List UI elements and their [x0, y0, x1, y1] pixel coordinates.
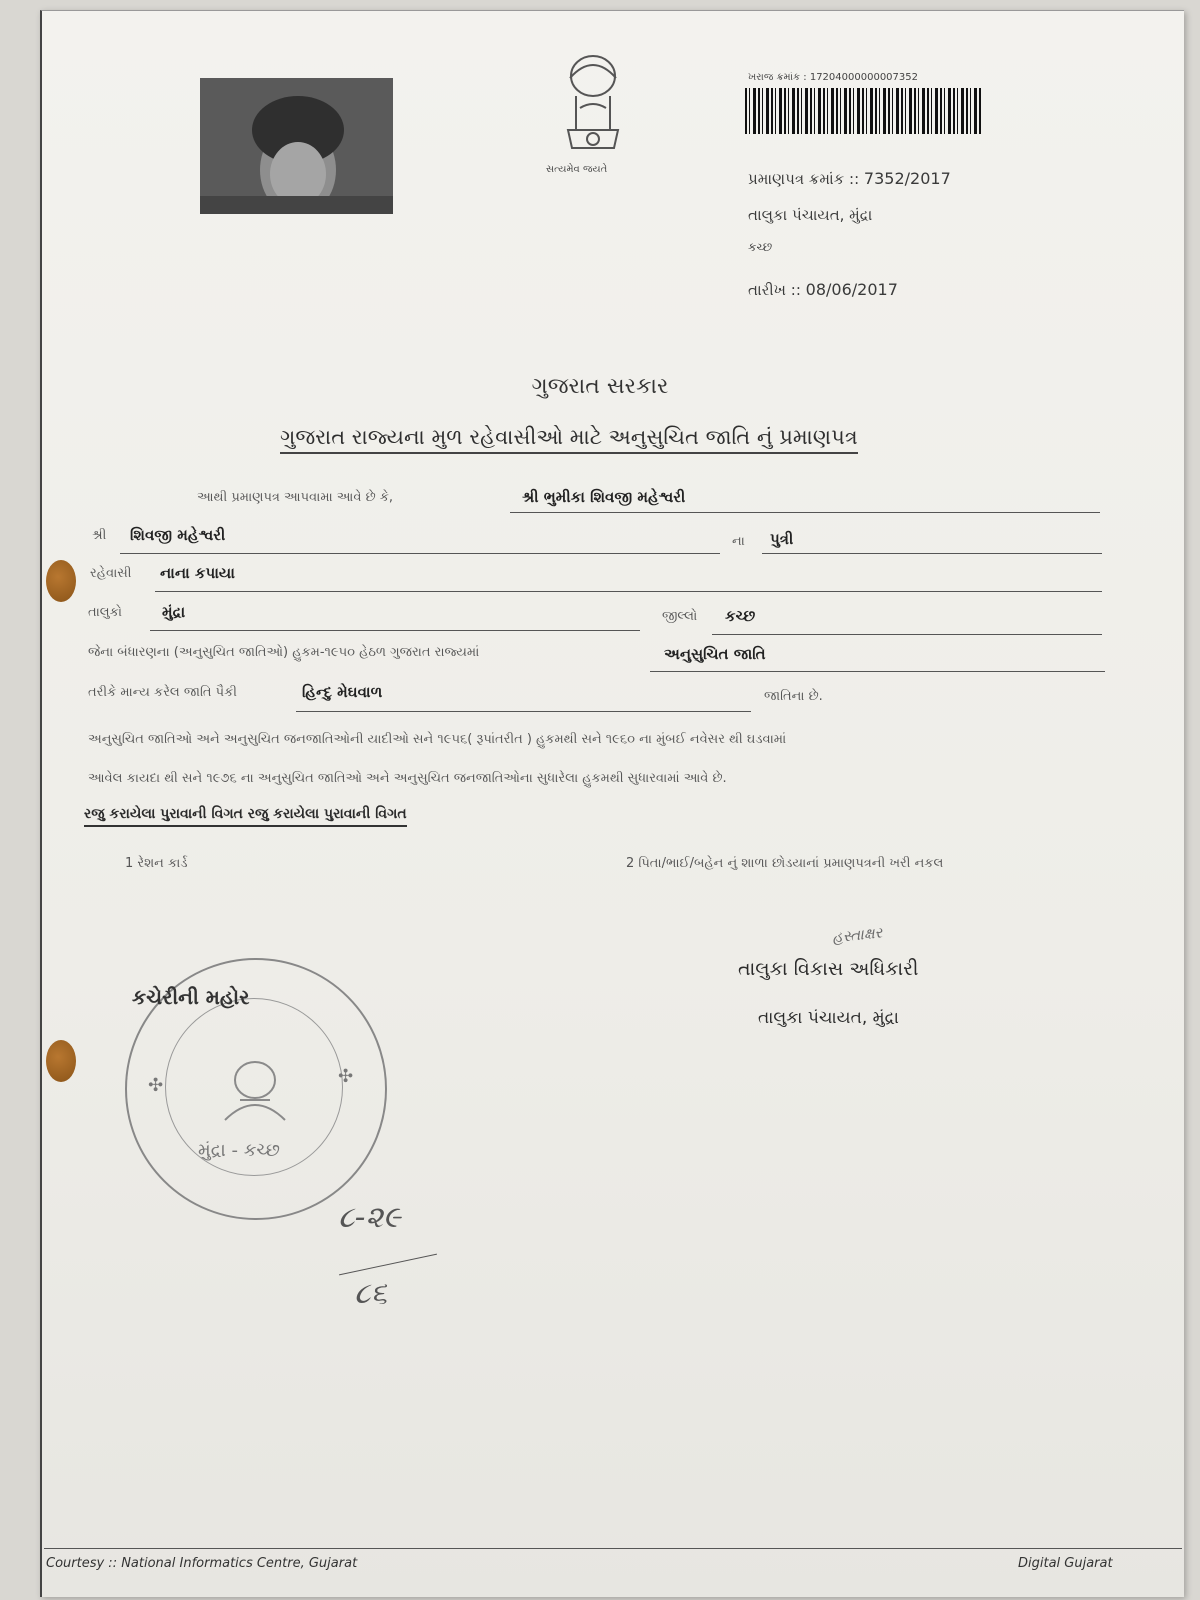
- seal-star-left-icon: ✣: [148, 1075, 164, 1096]
- relation: પુત્રી: [770, 530, 794, 548]
- category-line: [650, 671, 1105, 672]
- issue-date: 08/06/2017: [805, 280, 898, 299]
- punch-hole-bottom: [46, 1040, 76, 1082]
- caste-line: [296, 711, 751, 712]
- intro-label: આથી પ્રમાણપત્ર આપવામા આવે છે કે,: [197, 490, 394, 505]
- government-title: ગુજરાત સરકાર: [531, 374, 669, 399]
- evidence-heading: રજુ કરાયેલા પુરાવાની વિગત રજુ કરાયેલા પુરાવાની વિગત: [84, 806, 407, 827]
- footer-brand: Digital Gujarat: [1018, 1556, 1113, 1571]
- village-name: નાના કપાયા: [160, 564, 235, 582]
- emblem-motto: સત્યમેવ જયતે: [546, 164, 608, 175]
- village-line: [155, 591, 1102, 592]
- relation-line: [762, 553, 1102, 554]
- applicant-name: શ્રી ભુમીકા શિવજી મહેશ્વરી: [522, 488, 686, 506]
- legal-paragraph-line1: અનુસુચિત જાતિઓ અને અનુસુચિત જનજાતિઓની યાદીઓ સને ૧૯૫૬( રૂપાંતરીત ) હુકમથી સને ૧૯૬૦ ના મુંબઈ નવેસર થી ઘડવામાં: [88, 732, 787, 747]
- taluka-label: તાલુકો: [88, 605, 123, 620]
- seal-star-right-icon: ✣: [338, 1066, 354, 1087]
- resident-label: રહેવાસી: [90, 566, 132, 581]
- taluka-name: મુંદ્રા: [162, 603, 186, 621]
- caste-name: હિન્દુ મેઘવાળ: [302, 683, 383, 701]
- shri-label: શ્રી: [92, 528, 107, 543]
- evidence-item-1: 1 રેશન કાર્ડ: [125, 856, 188, 871]
- applicant-name-line: [510, 512, 1100, 513]
- handwritten-note-top: ૮-૨૯: [338, 1200, 401, 1235]
- officer-signature: હસ્તાક્ષર: [831, 923, 884, 947]
- issue-date-row: [748, 280, 898, 299]
- caste-suffix: જાતિના છે.: [764, 689, 823, 704]
- certificate-page: [40, 10, 1184, 1597]
- issue-date-label: તારીખ ::: [748, 281, 801, 299]
- certificate-number: 7352/2017: [863, 169, 951, 188]
- footer-courtesy: Courtesy :: National Informatics Centre, Gujarat: [46, 1556, 358, 1571]
- office-seal-label: કચેરીની મહોર: [132, 985, 250, 1009]
- applicant-photo: [200, 78, 393, 214]
- national-emblem-icon: [548, 48, 638, 173]
- legal-paragraph-line2: આવેલ કાયદા થી સને ૧૯૭૬ ના અનુસુચિત જાતિઓ અને અનુસુચિત જનજાતિઓના સુધારેલા હુકમથી સુધારવામાં આવે છે.: [88, 771, 727, 786]
- barcode-number: ખરાજ ક્રમાંક : 17204000000007352: [748, 72, 918, 83]
- footer-divider: [44, 1548, 1182, 1549]
- certificate-number-label: પ્રમાણપત્ર ક્રમાંક ::: [748, 170, 860, 188]
- certificate-number-row: [748, 169, 951, 188]
- recognized-label: તરીકે માન્ય કરેલ જાતિ પૈકી: [88, 685, 237, 700]
- seal-place: મુંદ્રા - કચ્છ: [198, 1140, 280, 1161]
- handwritten-note-bottom: ૮૬: [354, 1276, 388, 1311]
- barcode: [745, 88, 981, 134]
- officer-designation: તાલુકા વિકાસ અધિકારી: [738, 958, 919, 980]
- officer-office: તાલુકા પંચાયત, મુંદ્રા: [758, 1008, 899, 1028]
- issuing-district: કચ્છ: [748, 240, 773, 254]
- category: અનુસુચિત જાતિ: [664, 645, 766, 663]
- punch-hole-top: [46, 560, 76, 602]
- certificate-title: ગુજરાત રાજ્યના મુળ રહેવાસીઓ માટે અનુસુચિત જાતિ નું પ્રમાણપત્ર: [280, 425, 858, 454]
- district-name: કચ્છ: [725, 607, 756, 625]
- parent-name-line: [120, 553, 720, 554]
- order-label: જેના બંધારણના (અનુસુચિત જાતિઓ) હુકમ-૧૯૫૦ હેઠળ ગુજરાત રાજ્યમાં: [88, 645, 480, 660]
- issuing-office: તાલુકા પંચાયત, મુંદ્રા: [748, 206, 873, 224]
- evidence-item-2: 2 પિતા/ભાઈ/બહેન નું શાળા છોડયાનાં પ્રમાણપત્રની ખરી નકલ: [626, 856, 944, 871]
- na-label: ના: [732, 534, 745, 549]
- district-line: [712, 634, 1102, 635]
- parent-name: શિવજી મહેશ્વરી: [130, 526, 226, 544]
- taluka-line: [150, 630, 640, 631]
- district-label: જીલ્લો: [662, 609, 698, 624]
- seal-figure-icon: [205, 1050, 305, 1134]
